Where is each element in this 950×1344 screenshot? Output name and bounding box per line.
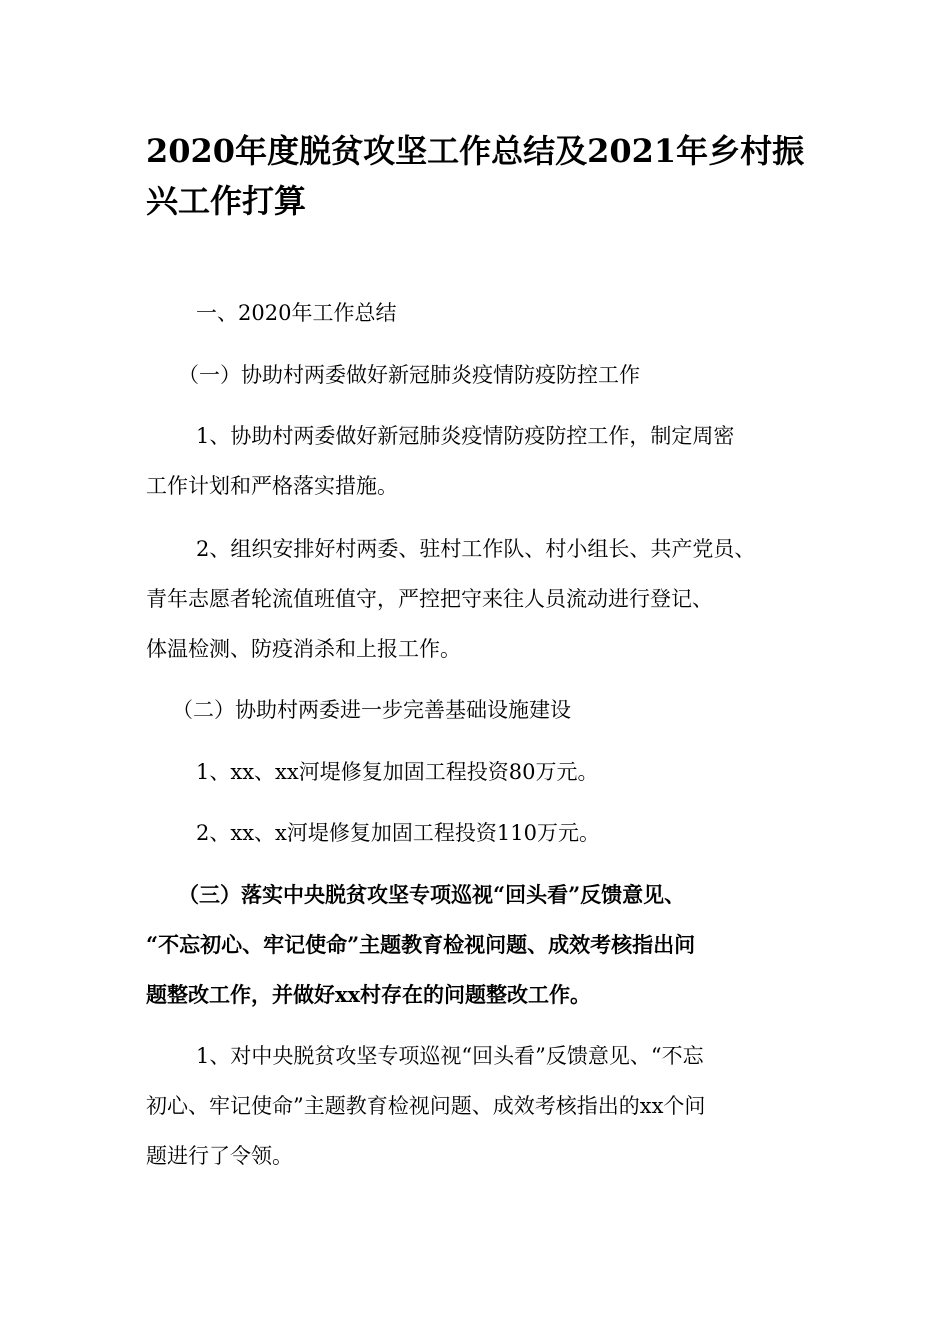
paragraph-line: 1、协助村两委做好新冠肺炎疫情防疫防控工作，制定周密 xyxy=(196,424,735,448)
document-title: 2020年度脱贫攻坚工作总结及2021年乡村振兴工作打算 xyxy=(146,132,805,220)
subsection-heading-3: 题整改工作，并做好xx村存在的问题整改工作。 xyxy=(146,982,592,1007)
paragraph-line: 体温检测、防疫消杀和上报工作。 xyxy=(146,637,461,661)
paragraph-line: 初心、牢记使命”主题教育检视问题、成效考核指出的xx个问 xyxy=(146,1094,706,1118)
paragraph-line: 题进行了令领。 xyxy=(146,1144,293,1168)
subsection-heading-3: “不忘初心、牢记使命”主题教育检视问题、成效考核指出问 xyxy=(146,932,696,957)
subsection-heading-1: （一）协助村两委做好新冠肺炎疫情防疫防控工作 xyxy=(178,363,640,387)
subsection-heading-3: （三）落实中央脱贫攻坚专项巡视“回头看”反馈意见、 xyxy=(178,882,686,907)
paragraph-line: 1、对中央脱贫攻坚专项巡视“回头看”反馈意见、“不忘 xyxy=(196,1044,704,1068)
paragraph-line: 1、xx、xx河堤修复加固工程投资80万元。 xyxy=(196,760,599,784)
paragraph-line: 2、xx、x河堤修复加固工程投资110万元。 xyxy=(196,821,600,845)
paragraph-line: 2、组织安排好村两委、驻村工作队、村小组长、共产党员、 xyxy=(196,537,756,561)
paragraph-line: 青年志愿者轮流值班值守，严控把守来往人员流动进行登记、 xyxy=(146,587,713,611)
paragraph-line: 工作计划和严格落实措施。 xyxy=(146,474,398,498)
subsection-heading-2: （二）协助村两委进一步完善基础设施建设 xyxy=(172,698,571,722)
section-heading-1: 一、2020年工作总结 xyxy=(196,301,397,325)
